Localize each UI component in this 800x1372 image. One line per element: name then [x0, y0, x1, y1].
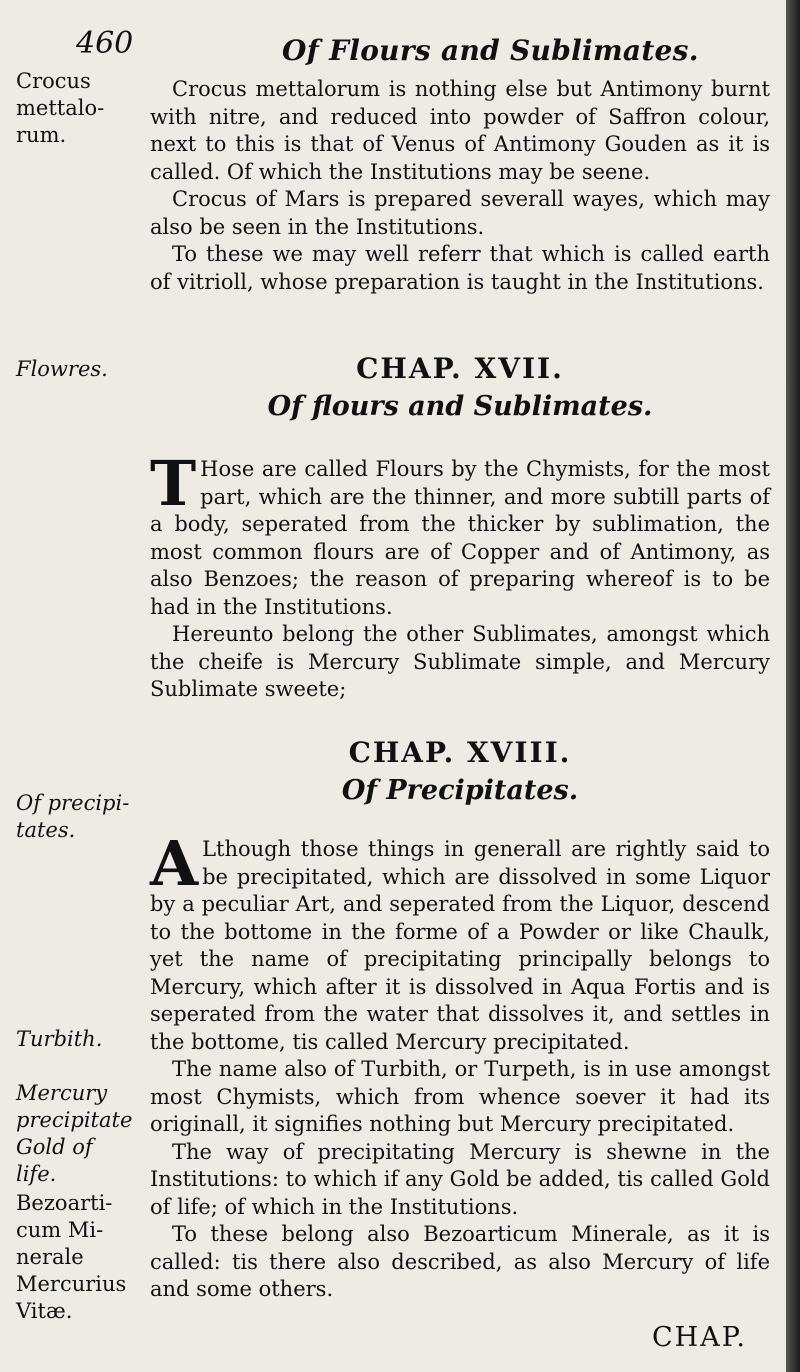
catchword: CHAP. — [652, 1322, 747, 1353]
book-binding-edge — [786, 0, 800, 1372]
margin-note-precipitates: Of precipi- tates. — [16, 791, 130, 842]
drop-cap: T — [150, 447, 197, 520]
margin-note-mercury-gold: Mercury precipitate Gold of life. — [16, 1081, 133, 1186]
paragraph: Hereunto belong the other Sublimates, amongst which the cheife is Mercury Sublimate simple, and Mercury Sublimate sweete; — [150, 622, 770, 701]
chapter-subtitle: Of Precipitates. — [341, 775, 579, 806]
chapter-18-heading — [150, 736, 770, 806]
page-header — [76, 26, 776, 74]
chapter-title: CHAP. XVIII. — [348, 736, 572, 769]
chapter-18-body — [150, 827, 770, 1304]
paragraph: To these belong also Bezoarticum Minerale, as it is called: tis there also described, as also Mercury of life and some others. — [150, 1222, 770, 1301]
paragraph: T Hose are called Flours by the Chymists, for the most part, which are the thinner, and more subtill parts of a body, seperated from the thicker by sublimation, the most common flours are of Copper and of Antimony, as also Benzoes; the reason of preparing whereof is to be had in the Institutions. — [150, 447, 770, 619]
margin-note-turbith: Turbith. — [16, 1027, 103, 1051]
paragraph: Crocus mettalorum is nothing else but Antimony burnt with nitre, and reduced into powder of Saffron colour, next to this is that of Venus of Antimony Gouden as it is called. Of which the Institutions may be seene. — [150, 77, 770, 184]
margin-note-bezoarticum: Bezoarti- cum Mi- nerale Mercurius Vitæ. — [16, 1191, 127, 1323]
margin-note-crocus: Crocus mettalo- rum. — [16, 69, 105, 147]
page-number: 460 — [76, 26, 134, 61]
chapter-subtitle: Of flours and Sublimates. — [267, 391, 653, 422]
drop-cap: A — [150, 827, 199, 900]
running-head: Of Flours and Sublimates. — [282, 34, 699, 67]
paragraph: To these we may well referr that which is called earth of vitrioll, whose preparation is taught in the Institutions. — [150, 242, 770, 294]
paragraph: A Lthough those things in generall are rightly said to be precipitated, which are dissolved in some Liquor by a peculiar Art, and seperated from the Liquor, descend to the bottome in the forme of a Powder or like Chaulk, yet the name of precipitating principally belongs to Mercury, which after it is dissolved in Aqua Fortis and is seperated from the water that dissolves it, and settles in the bottome, tis called Mercury precipitated. — [150, 827, 770, 1054]
paragraph: The way of precipitating Mercury is shewne in the Institutions: to which if any Gold be added, tis called Gold of life; of which in the Institutions. — [150, 1139, 770, 1219]
section-top — [150, 76, 770, 296]
margin-note-flowres: Flowres. — [16, 357, 108, 381]
chapter-17-body — [150, 447, 770, 704]
chapter-17-heading — [150, 352, 770, 422]
chapter-title: CHAP. XVII. — [356, 352, 564, 385]
paragraph: The name also of Turbith, or Turpeth, is in use amongst most Chymists, which from whence soever it had its originall, it signifies nothing but Mercury precipitated. — [150, 1057, 770, 1136]
paragraph: Crocus of Mars is prepared severall wayes, which may also be seen in the Institutions. — [150, 187, 770, 239]
